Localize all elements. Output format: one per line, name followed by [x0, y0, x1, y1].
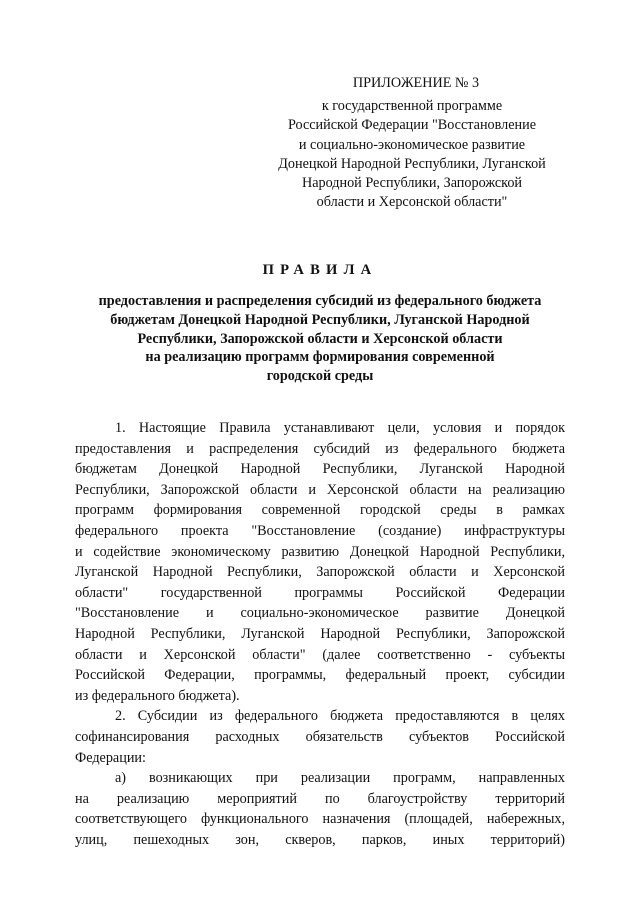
appendix-line: к государственной программе	[321, 98, 503, 115]
subtitle-line: городской среды	[266, 368, 374, 385]
paragraph-line: софинансирования расходных обязательств субъектов Российской	[75, 728, 565, 745]
paragraph-line: на реализацию мероприятий по благоустройству территорий	[75, 790, 565, 807]
paragraph-line: Республики, Запорожской области и Херсонской области на реализацию	[75, 481, 565, 498]
paragraph-line: улиц, пешеходных зон, скверов, парков, иных территорий)	[75, 831, 565, 848]
paragraph-line: 1. Настоящие Правила устанавливают цели, условия и порядок	[115, 420, 565, 436]
paragraph-line: области и Херсонской области" (далее соответственно - субъекты	[75, 646, 565, 663]
document-title: ПРАВИЛА	[262, 262, 378, 278]
paragraph-line: федерального проекта "Восстановление (создание) инфраструктуры	[75, 522, 565, 539]
paragraph-line: Народной Республики, Луганской Народной Республики, Запорожской	[75, 625, 565, 642]
paragraph-line: Луганской Народной Республики, Запорожской области и Херсонской	[75, 564, 565, 581]
document-subtitle	[60, 292, 580, 386]
subtitle-line: бюджетам Донецкой Народной Республики, Луганской Народной	[110, 311, 530, 328]
appendix-line: области и Херсонской области"	[316, 194, 508, 211]
appendix-line: Народной Республики, Запорожской	[301, 175, 523, 192]
paragraph-line: бюджетам Донецкой Народной Республики, Луганской Народной	[75, 461, 565, 478]
paragraph-line: программ формирования современной городской среды в рамках	[75, 502, 565, 519]
paragraph-line: "Восстановление и социально-экономическое развитие Донецкой	[75, 605, 565, 622]
appendix-line: и социально-экономическое развитие	[298, 136, 526, 153]
paragraph-line: и содействие экономическому развитию Донецкой Народной Республики,	[75, 543, 565, 560]
paragraph-line: соответствующего функционального назначения (площадей, набережных,	[75, 811, 565, 828]
appendix-line: Российской Федерации "Восстановление	[287, 117, 537, 134]
paragraph-line: а) возникающих при реализации программ, направленных	[115, 770, 565, 787]
paragraph-line: из федерального бюджета).	[75, 687, 240, 704]
subtitle-line: Республики, Запорожской области и Херсонской области	[137, 330, 503, 347]
paragraph-line: Российской Федерации, программы, федеральный проект, субсидии	[75, 667, 565, 684]
subtitle-line: на реализацию программ формирования современной	[145, 349, 495, 366]
appendix-block	[262, 74, 562, 212]
paragraph-line: 2. Субсидии из федерального бюджета предоставляются в целях	[115, 708, 565, 725]
appendix-heading: ПРИЛОЖЕНИЕ № 3	[352, 75, 480, 91]
subtitle-line: предоставления и распределения субсидий из федерального бюджета	[98, 293, 542, 309]
paragraph-line: предоставления и распределения субсидий из федерального бюджета	[75, 440, 565, 457]
document-body	[75, 418, 565, 850]
paragraph-line: области" государственной программы Российской Федерации	[75, 584, 565, 601]
appendix-line: Донецкой Народной Республики, Луганской	[278, 155, 546, 172]
paragraph-line: Федерации:	[75, 749, 146, 766]
